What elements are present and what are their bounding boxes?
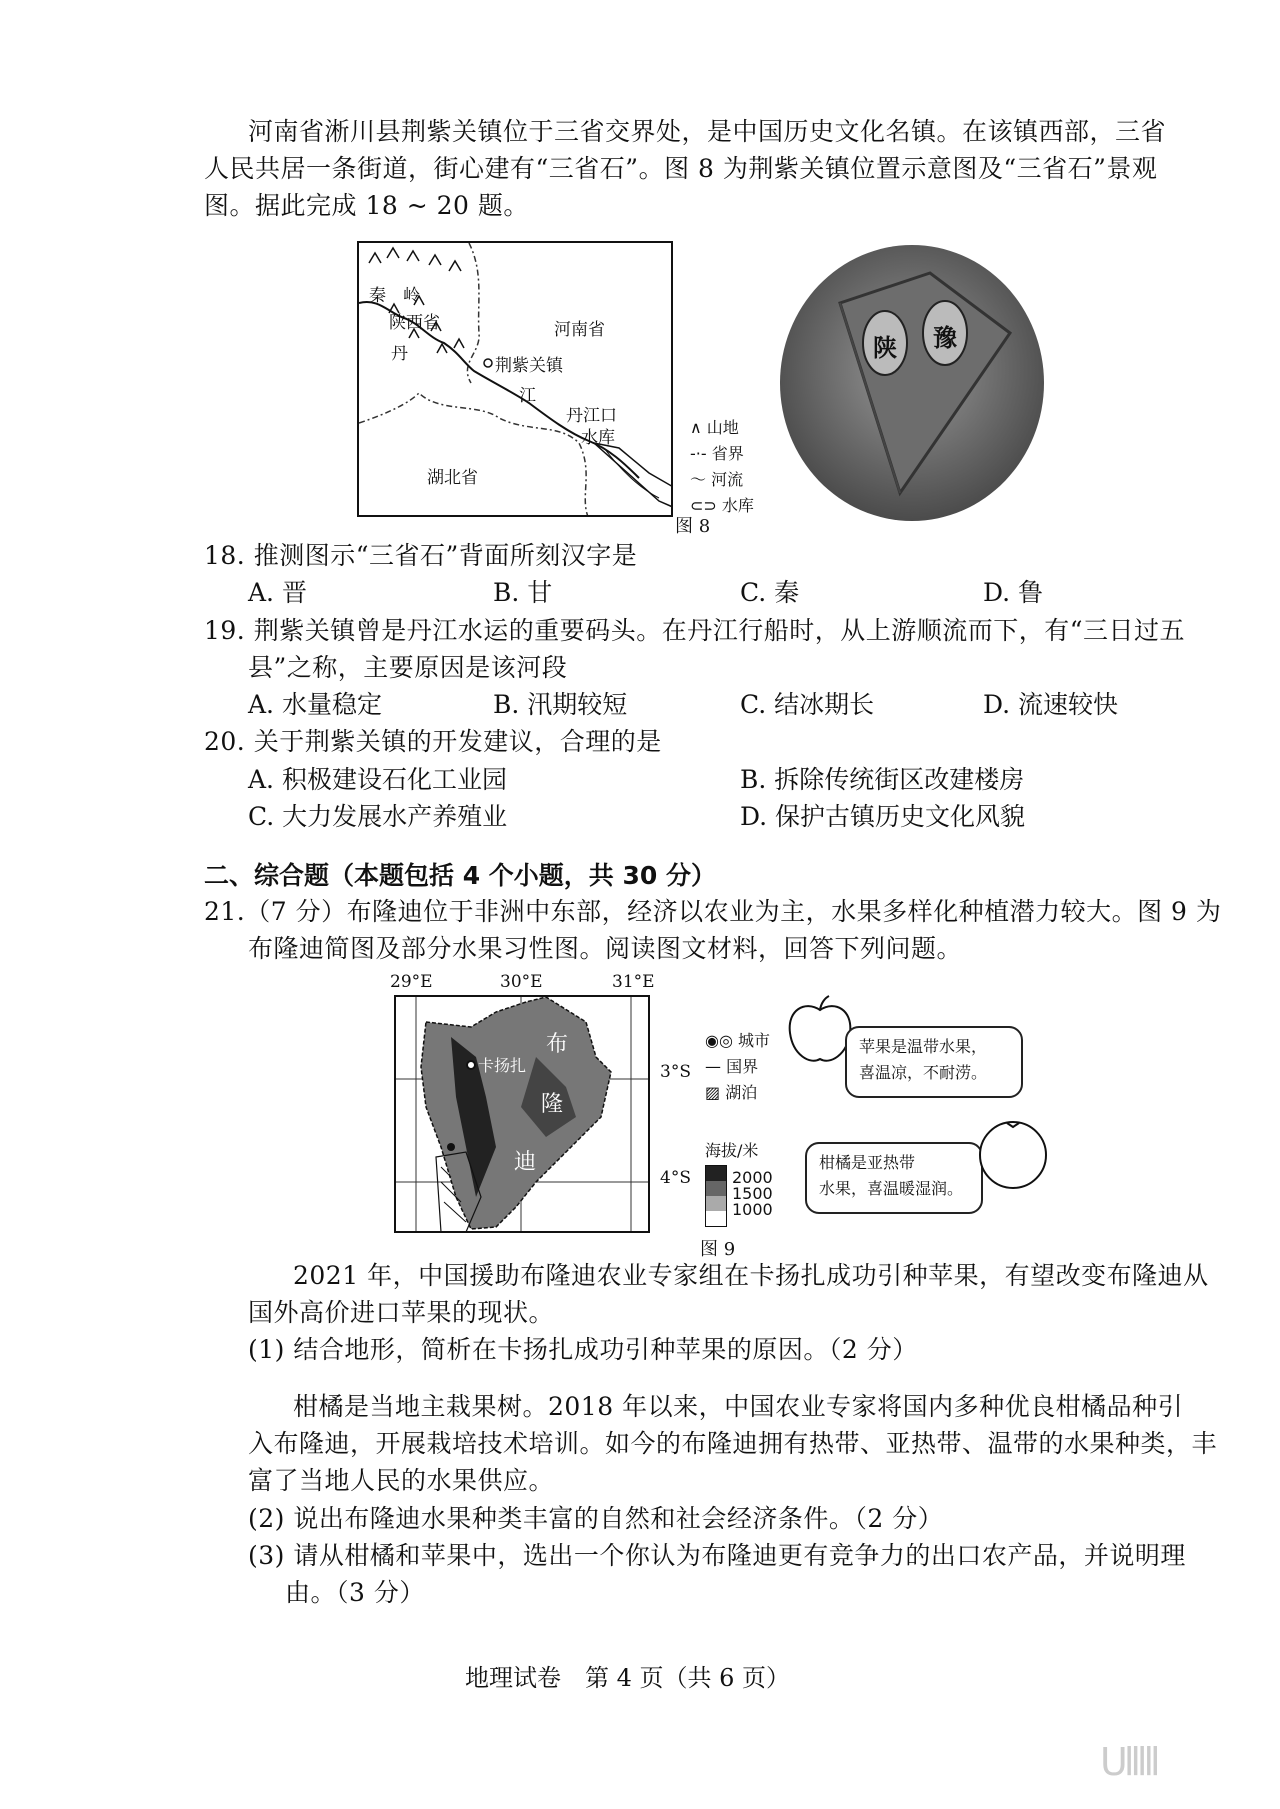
city-icon: ◉◎	[705, 1031, 739, 1050]
fig8-caption: 图 8	[675, 516, 711, 537]
q18-option-a: A. 晋	[248, 578, 307, 607]
orange-icon	[975, 1115, 1051, 1195]
sub-question-2: (2) 说出布隆迪水果种类丰富的自然和社会经济条件。（2 分）	[248, 1504, 944, 1533]
orange-text-2: 水果，喜温暖湿润。	[819, 1179, 964, 1198]
q19-option-b: B. 汛期较短	[493, 690, 628, 719]
q18-stem: 18. 推测图示“三省石”背面所刻汉字是	[204, 541, 638, 570]
elev-1500: 1500	[732, 1184, 773, 1203]
stone-char-2: 豫	[933, 323, 957, 352]
lon-label-31: 31°E	[612, 972, 655, 992]
q21-stem-2: 布隆迪简图及部分水果习性图。阅读图文材料，回答下列问题。	[248, 934, 963, 963]
river-icon: ～	[690, 470, 712, 489]
para2-line-2: 国外高价进口苹果的现状。	[248, 1298, 555, 1327]
apple-text-1: 苹果是温带水果，	[859, 1037, 988, 1056]
q19-option-d: D. 流速较快	[983, 690, 1119, 719]
border-icon: —	[705, 1057, 727, 1076]
q18-option-c: C. 秦	[740, 578, 800, 607]
fig9-caption: 图 9	[700, 1239, 736, 1260]
q20-option-d: D. 保护古镇历史文化风貌	[740, 802, 1026, 831]
q18-option-b: B. 甘	[493, 578, 553, 607]
lat-label-4s: 4°S	[660, 1168, 691, 1188]
intro-line-2: 人民共居一条街道，街心建有“三省石”。图 8 为荆紫关镇位置示意图及“三省石”景观	[204, 154, 1158, 183]
stone-char-1: 陕	[873, 333, 897, 362]
fig8-map	[357, 241, 673, 517]
label-hubei: 湖北省	[427, 468, 478, 488]
apple-bubble	[845, 1026, 1023, 1098]
label-jiang: 江	[519, 386, 536, 406]
legend-lake: ▨ 湖泊	[705, 1083, 758, 1102]
label-reservoir-1: 丹江口	[566, 406, 617, 426]
legend-river: ～ 河流	[690, 470, 744, 489]
lat-label-3s: 3°S	[660, 1062, 691, 1082]
para3-line-2: 入布隆迪，开展栽培技术培训。如今的布隆迪拥有热带、亚热带、温带的水果种类，丰	[248, 1429, 1218, 1458]
intro-line-3: 图。据此完成 18 ~ 20 题。	[204, 191, 529, 220]
page-footer: 地理试卷 第 4 页（共 6 页）	[465, 1664, 791, 1692]
apple-text-2: 喜温凉，不耐涝。	[859, 1063, 988, 1082]
label-kayanza: 卡扬扎	[478, 1056, 527, 1075]
legend-border: -·- 省界	[690, 444, 744, 463]
watermark: Ulllll	[1100, 1740, 1157, 1784]
elev-1000: 1000	[732, 1200, 773, 1219]
sub-question-1: (1) 结合地形，简析在卡扬扎成功引种苹果的原因。（2 分）	[248, 1335, 918, 1364]
mountain-icon: ∧	[690, 418, 707, 437]
orange-text-1: 柑橘是亚热带	[819, 1153, 916, 1172]
label-qinling: 秦 岭	[369, 286, 420, 306]
lake-icon: ▨	[705, 1083, 726, 1102]
intro-line-1: 河南省淅川县荆紫关镇位于三省交界处，是中国历史文化名镇。在该镇西部，三省	[248, 117, 1167, 146]
q18-option-d: D. 鲁	[983, 578, 1044, 607]
three-province-stone-photo	[780, 243, 1045, 523]
para2-line-1: 2021 年，中国援助布隆迪农业专家组在卡扬扎成功引种苹果，有望改变布隆迪从	[293, 1261, 1209, 1290]
label-reservoir-2: 水库	[581, 428, 615, 448]
section-2-title: 二、综合题（本题包括 4 个小题，共 30 分）	[204, 861, 717, 890]
q19-stem-1: 19. 荆紫关镇曾是丹江水运的重要码头。在丹江行船时，从上游顺流而下，有“三日过五	[204, 616, 1185, 645]
reservoir-icon: ⊂⊃	[690, 496, 722, 515]
legend-mountain: ∧ 山地	[690, 418, 739, 437]
fig8-legend	[690, 415, 754, 519]
q19-stem-2: 县”之称，主要原因是该河段	[248, 653, 568, 682]
border-icon: -·-	[690, 444, 712, 463]
q20-option-c: C. 大力发展水产养殖业	[248, 802, 508, 831]
fig9-map	[394, 995, 650, 1233]
q19-option-a: A. 水量稳定	[248, 690, 382, 719]
orange-bubble	[805, 1142, 983, 1214]
country-char-1: 布	[546, 1032, 569, 1057]
lon-label-29: 29°E	[390, 972, 433, 992]
lon-label-30: 30°E	[500, 972, 543, 992]
legend-reservoir: ⊂⊃ 水库	[690, 496, 754, 515]
label-shaanxi: 陕西省	[389, 313, 440, 333]
legend-city: ◉◎ 城市	[705, 1031, 771, 1050]
elev-2000: 2000	[732, 1168, 773, 1187]
label-dan: 丹	[391, 344, 408, 364]
fig9-legend	[705, 1028, 770, 1106]
sub-question-3-line-2: 由。（3 分）	[285, 1578, 425, 1607]
label-town: 荆紫关镇	[495, 356, 563, 376]
sub-question-3-line-1: (3) 请从柑橘和苹果中，选出一个你认为布隆迪更有竞争力的出口农产品，并说明理	[248, 1541, 1186, 1570]
q19-option-c: C. 结冰期长	[740, 690, 875, 719]
label-henan: 河南省	[554, 320, 605, 340]
para3-line-3: 富了当地人民的水果供应。	[248, 1466, 555, 1495]
q20-option-b: B. 拆除传统街区改建楼房	[740, 765, 1025, 794]
country-char-2: 隆	[541, 1092, 564, 1117]
elevation-values	[732, 1170, 773, 1218]
q20-option-a: A. 积极建设石化工业园	[248, 765, 507, 794]
q21-stem-1: 21.（7 分）布隆迪位于非洲中东部，经济以农业为主，水果多样化种植潜力较大。图 9 为	[204, 897, 1222, 926]
elevation-legend-scale	[705, 1165, 727, 1227]
para3-line-1: 柑橘是当地主栽果树。2018 年以来，中国农业专家将国内多种优良柑橘品种引	[293, 1392, 1184, 1421]
elevation-legend-title: 海拔/米	[705, 1141, 759, 1160]
q20-stem: 20. 关于荆紫关镇的开发建议，合理的是	[204, 727, 662, 756]
legend-national-border: — 国界	[705, 1057, 759, 1076]
country-char-3: 迪	[514, 1150, 537, 1175]
